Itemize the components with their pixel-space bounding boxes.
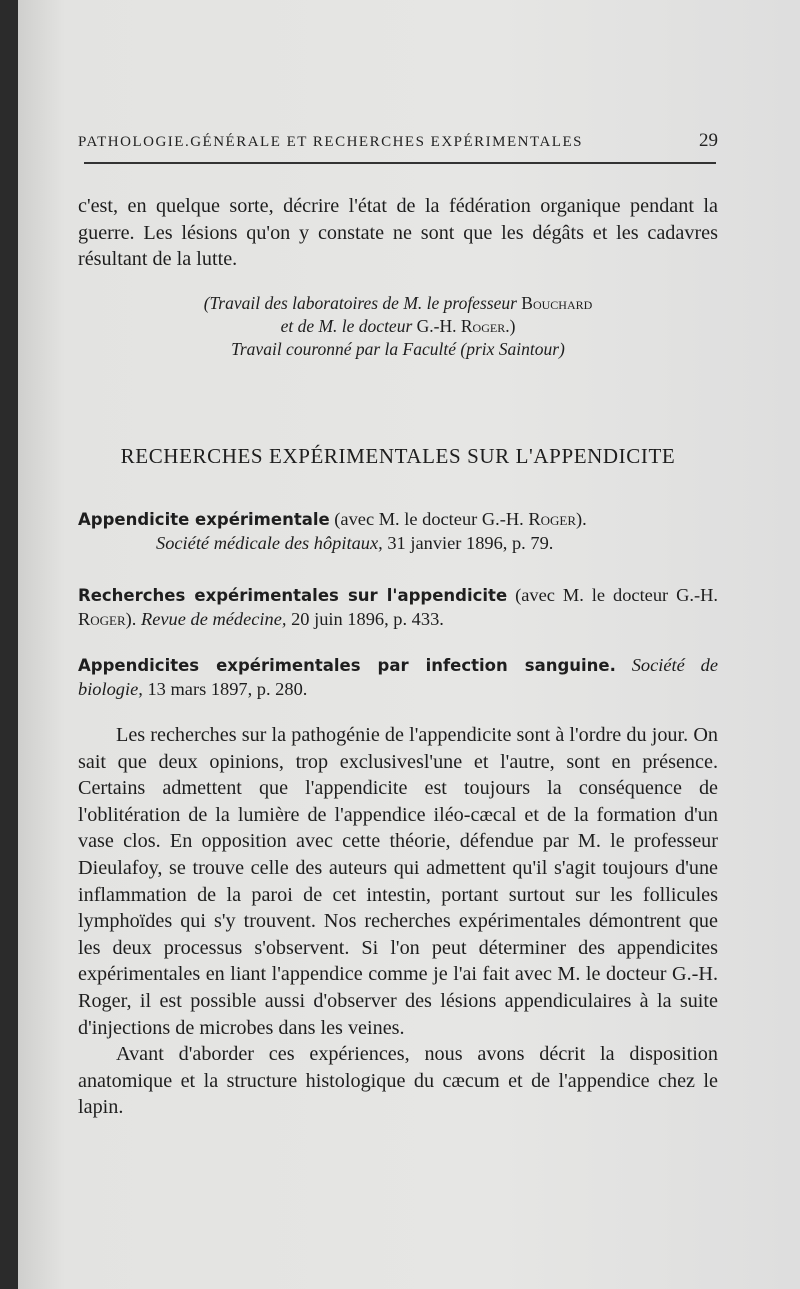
entry-source: Société de biologie, <box>78 655 719 699</box>
book-page <box>18 0 800 1289</box>
entry-source: Société médicale des hôpitaux, <box>156 532 383 553</box>
entry-source: Revue de médecine, <box>141 608 287 629</box>
credit-line-1: (Travail des laboratoires de M. le professeur Bouchard <box>203 293 593 313</box>
credit-line-3: Travail couronné par la Faculté (prix Saintour) <box>231 339 565 359</box>
entry-details: 31 janvier 1896, p. 79. <box>387 532 554 553</box>
publication-entry <box>78 654 718 701</box>
entry-title: Appendicites expérimentales par infection sanguine. <box>78 656 616 675</box>
entry-details: 13 mars 1897, p. 280. <box>147 678 308 699</box>
entry-title: Appendicite expérimentale <box>78 510 330 529</box>
body-paragraph: Les recherches sur la pathogénie de l'appendicite sont à l'ordre du jour. On sait que deux opinions, trop exclusivesl'une et l'autre, sont en présence. Certains admettent que l'appendicite est toujours la conséquence de l'oblitération de la lumière de l'appendice iléo-cæcal et de la formation d'un vase clos. En opposition avec cette théorie, défendue par M. le professeur Dieulafoy, se trouve celle des auteurs qui admettent qu'il s'agit toujours d'une inflammation de la paroi de cet intestin, portant surtout sur les follicules lymphoïdes qui s'y trouvent. Nos recherches expérimentales démontrent que les deux processus s'observent. Si l'on peut déterminer des appendicites expérimentales en liant l'appendice comme je l'ai fait avec M. le docteur G.-H. Roger, il est possible aussi d'observer des lésions appendiculaires à la suite d'injections de microbes dans les veines. <box>78 724 718 1039</box>
credit-block <box>78 292 718 361</box>
publication-entry: Recherches expérimentales sur l'appendicite (avec M. le docteur G.-H. Roger). Revue de médecine, 20 juin 1896, p. 433. <box>78 585 718 629</box>
header-rule <box>84 162 716 164</box>
body-text <box>78 722 718 1121</box>
intro-paragraph: c'est, en quelque sorte, décrire l'état de la fédération organique pendant la guerre. Les lésions qu'on y constate ne sont que les dégâts et les cadavres résultant de la lutte. <box>78 195 718 271</box>
publication-entry: Appendicite expérimentale (avec M. le docteur G.-H. Roger). Société médicale des hôpitaux, 31 janvier 1896, p. 79. <box>78 509 587 553</box>
running-title: PATHOLOGIE.GÉNÉRALE ET RECHERCHES EXPÉRIMENTALES <box>78 134 583 150</box>
body-paragraph: Avant d'aborder ces expériences, nous avons décrit la disposition anatomique et la structure histologique du cæcum et de l'appendice chez le lapin. <box>78 1043 718 1119</box>
entry-details: 20 juin 1896, p. 433. <box>291 608 444 629</box>
section-title: RECHERCHES EXPÉRIMENTALES SUR L'APPENDICITE <box>120 444 676 468</box>
entry-title: Recherches expérimentales sur l'appendicite <box>78 586 508 605</box>
page-number: 29 <box>699 130 718 151</box>
running-header <box>78 130 718 152</box>
credit-line-2: et de M. le docteur G.-H. Roger.) <box>280 316 516 336</box>
